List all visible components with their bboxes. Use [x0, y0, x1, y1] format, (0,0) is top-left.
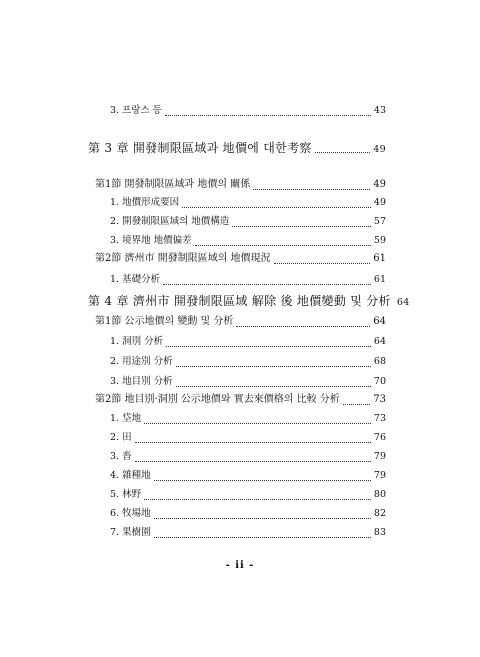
- toc-entry-page: 61: [373, 253, 386, 264]
- toc-entry-dry-field: [110, 430, 386, 446]
- toc-entry-label: 3. 地目別 分析: [110, 376, 173, 387]
- toc-entry-page: 57: [373, 216, 386, 227]
- toc-entry-chapter-3: [88, 140, 386, 156]
- toc-entry-page: 49: [373, 197, 386, 208]
- toc-entry-label: 4. 雜種地: [110, 470, 151, 481]
- toc-entry-label: 第2節 濟州市 開發制限區域의 地價現況: [95, 253, 271, 264]
- toc-entry-page: 61: [373, 274, 386, 285]
- toc-entry-pasture: [110, 506, 386, 522]
- dot-leader: [165, 115, 371, 116]
- dot-leader: [154, 518, 371, 519]
- toc-entry-page: 83: [373, 527, 386, 538]
- dot-leader: [253, 189, 370, 190]
- toc-entry-page: 80: [373, 489, 386, 500]
- toc-entry-france: [110, 103, 386, 119]
- toc-entry-page: 73: [373, 394, 386, 405]
- toc-entry-label: 5. 林野: [110, 489, 142, 500]
- toc-entry-page: 59: [373, 235, 386, 246]
- toc-entry-by-land-category: [110, 374, 386, 390]
- toc-entry-page: 64: [373, 316, 386, 327]
- dot-leader: [144, 423, 371, 424]
- toc-entry-label: 2. 開發制限區域의 地價構造: [110, 216, 230, 227]
- toc-entry-label: 第1節 公示地價의 變動 및 分析: [95, 316, 234, 327]
- toc-entry-page: 79: [373, 451, 386, 462]
- dot-leader: [182, 207, 371, 208]
- toc-entry-label: 3. 沓: [110, 451, 132, 462]
- toc-entry-ch4-section-1: [95, 314, 386, 330]
- toc-entry-label: 第1節 開發制限區域과 地價의 關係: [95, 179, 251, 190]
- dot-leader: [343, 404, 371, 405]
- toc-entry-boundary-deviation: [110, 233, 386, 249]
- dot-leader: [195, 245, 371, 246]
- page-number: - ii -: [225, 560, 255, 571]
- toc-entry-ch3-section-2: [95, 251, 386, 267]
- dot-leader: [166, 346, 371, 347]
- toc-entry-page: 79: [373, 470, 386, 481]
- dot-leader: [176, 386, 371, 387]
- toc-entry-building-site: [110, 411, 386, 427]
- dot-leader: [232, 226, 371, 227]
- dot-leader: [144, 499, 371, 500]
- toc-entry-label: 第2節 地目別·洞別 公示地價와 實去來價格의 比較 分析: [95, 394, 340, 405]
- toc-entry-page: 64: [396, 297, 410, 308]
- toc-entry-ch4-section-2: [95, 392, 386, 408]
- toc-entry-label: 第 3 章 開發制限區域과 地價에 대한考察: [88, 141, 312, 155]
- toc-entry-label: 6. 牧場地: [110, 508, 151, 519]
- dot-leader: [176, 366, 371, 367]
- toc-entry-label: 1. 地價形成要因: [110, 197, 180, 208]
- toc-entry-label: 3. 境界地 地價偏差: [110, 235, 192, 246]
- toc-entry-misc-land: [110, 468, 386, 484]
- toc-entry-page: 76: [373, 432, 386, 443]
- toc-entry-orchard: [110, 525, 386, 541]
- toc-entry-page: 64: [373, 336, 386, 347]
- toc-entry-chapter-4: [88, 293, 410, 309]
- dot-leader: [163, 284, 371, 285]
- toc-entry-label: 3. 프랑스 등: [110, 105, 162, 116]
- dot-leader: [315, 152, 371, 153]
- dot-leader: [135, 461, 371, 462]
- toc-entry-label: 1. 垈地: [110, 413, 142, 424]
- toc-entry-page: 73: [373, 413, 386, 424]
- toc-entry-page: 82: [373, 508, 386, 519]
- toc-entry-paddy-field: [110, 449, 386, 465]
- toc-entry-label: 7. 果樹園: [110, 527, 151, 538]
- dot-leader: [236, 326, 370, 327]
- toc-entry-page: 49: [373, 179, 386, 190]
- toc-entry-page: 70: [373, 376, 386, 387]
- toc-entry-page: 68: [373, 356, 386, 367]
- toc-entry-by-use: [110, 354, 386, 370]
- toc-entry-page: 43: [373, 105, 386, 116]
- toc-entry-price-structure: [110, 214, 386, 230]
- dot-leader: [154, 480, 371, 481]
- dot-leader: [135, 442, 371, 443]
- toc-entry-label: 1. 洞別 分析: [110, 336, 164, 347]
- toc-entry-by-district: [110, 334, 386, 350]
- toc-entry-forest: [110, 487, 386, 503]
- toc-entry-page: 49: [373, 144, 386, 155]
- toc-entry-label: 2. 田: [110, 432, 132, 443]
- dot-leader: [154, 537, 371, 538]
- toc-entry-label: 第 4 章 濟州市 開發制限區域 解除 後 地價變動 및 分析: [88, 294, 391, 308]
- toc-entry-ch3-section-1: [95, 177, 386, 193]
- toc-entry-label: 2. 用途別 分析: [110, 356, 173, 367]
- dot-leader: [274, 263, 371, 264]
- toc-entry-basic-analysis: [110, 272, 386, 288]
- toc-entry-label: 1. 基礎分析: [110, 274, 161, 285]
- toc-entry-land-price-factors: [110, 195, 386, 211]
